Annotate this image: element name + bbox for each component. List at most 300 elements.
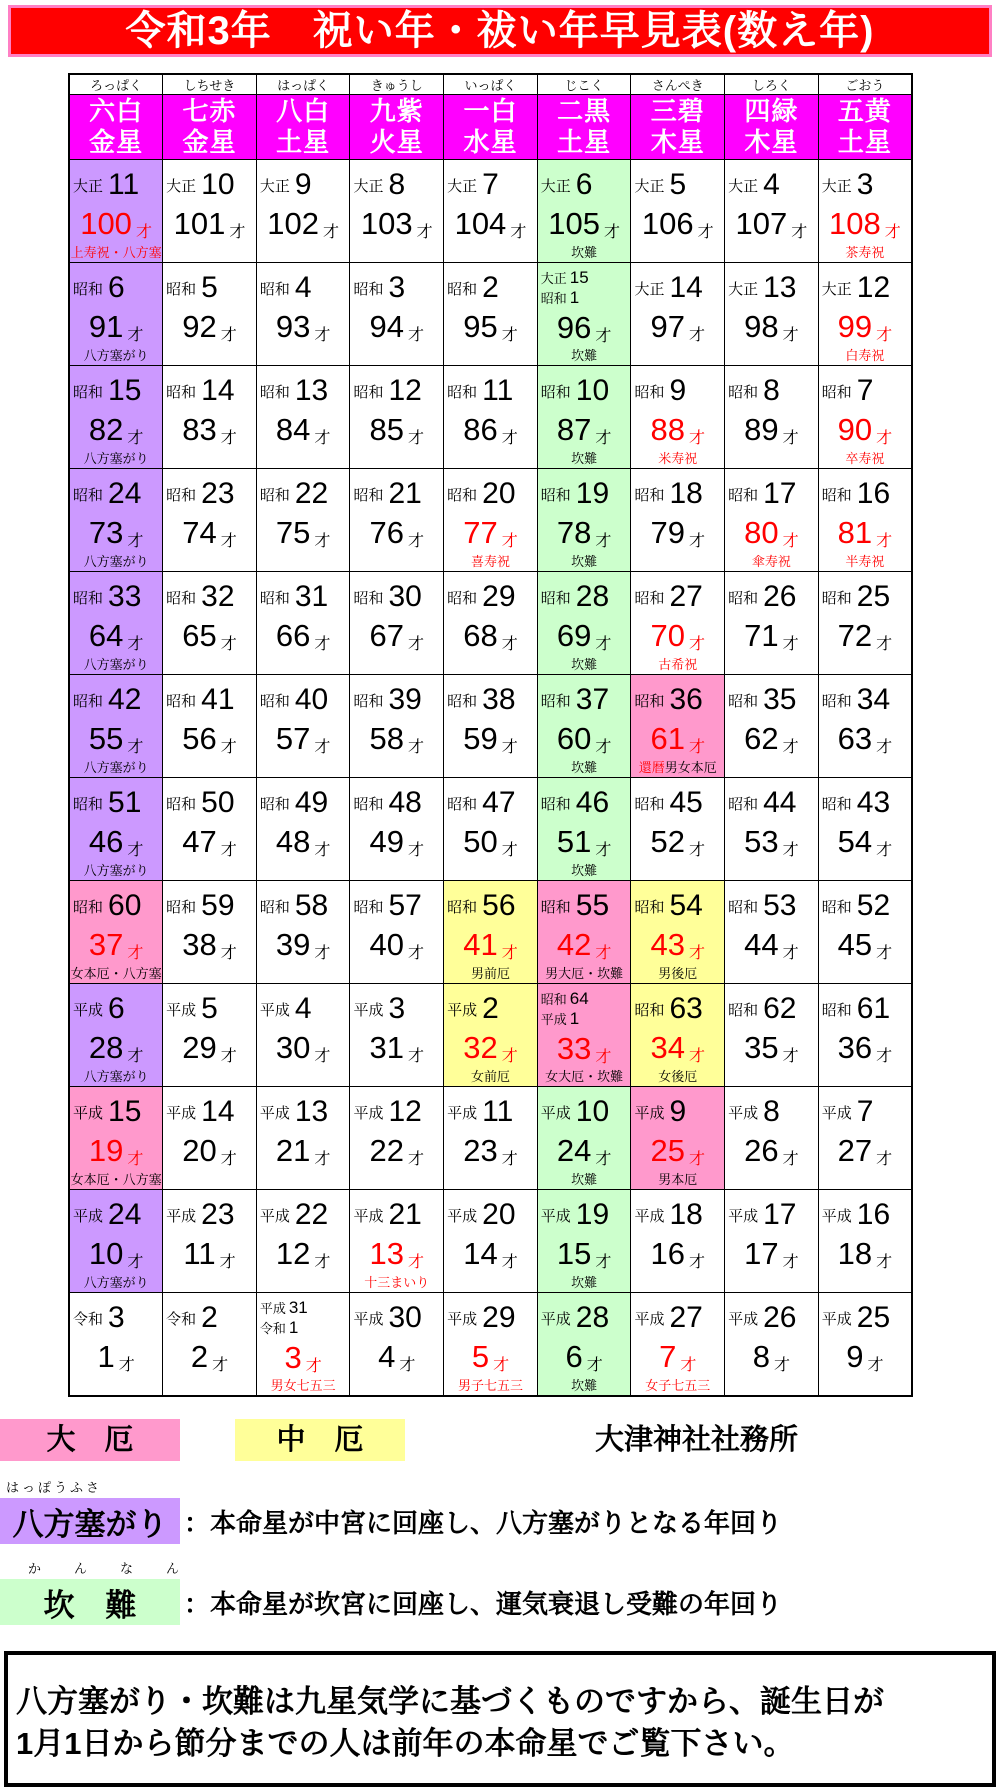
year-cell — [256, 1293, 350, 1397]
age-number: 91 — [88, 309, 124, 344]
age-suffix: 才 — [689, 327, 706, 344]
year-number: 17 — [763, 1198, 797, 1231]
age-number: 18 — [837, 1236, 873, 1271]
era-label: 平成 — [728, 1310, 759, 1328]
era-label: 昭和 — [540, 795, 571, 813]
year-cell — [350, 1190, 444, 1293]
age-suffix: 才 — [127, 1151, 144, 1168]
age-number: 16 — [650, 1236, 685, 1271]
year-cell — [537, 572, 631, 675]
era-label: 昭和 — [540, 486, 571, 504]
era-label: 平成 — [447, 1207, 478, 1225]
era-label: 大正 — [540, 271, 567, 286]
age-suffix: 才 — [127, 1254, 144, 1271]
age-suffix: 才 — [314, 842, 331, 859]
year-cell — [256, 778, 350, 881]
table-row — [69, 1087, 912, 1190]
cell-note: 白寿祝 — [845, 348, 885, 363]
era-label: 平成 — [259, 1001, 290, 1019]
year-number: 12 — [388, 374, 422, 407]
column-furigana: しちせき — [163, 74, 257, 95]
age-number: 54 — [837, 824, 873, 859]
age-number: 96 — [556, 310, 592, 345]
cell-note: 傘寿祝 — [751, 554, 791, 569]
age-number: 32 — [463, 1030, 498, 1065]
cell-note: 男前厄 — [470, 966, 510, 981]
era-label: 昭和 — [73, 486, 104, 504]
year-number: 36 — [669, 683, 703, 716]
age-number: 69 — [556, 618, 592, 653]
year-number: 2 — [201, 1301, 218, 1334]
age-number: 37 — [88, 927, 124, 962]
age-suffix: 才 — [127, 1048, 144, 1065]
age-suffix: 才 — [689, 1048, 706, 1065]
table-row — [69, 263, 912, 366]
age-number: 66 — [275, 618, 311, 653]
age-number: 81 — [837, 515, 873, 550]
chuyaku-legend-swatch: 中 厄 — [235, 1419, 405, 1461]
age-number: 15 — [556, 1236, 592, 1271]
cell-note: 坎難 — [571, 760, 598, 775]
age-suffix: 才 — [867, 1357, 884, 1374]
age-suffix: 才 — [408, 1254, 425, 1271]
daiyaku-legend-swatch: 大 厄 — [0, 1419, 180, 1461]
age-suffix: 才 — [782, 842, 799, 859]
cell-note: 八方塞がり — [83, 657, 149, 672]
year-cell — [725, 572, 819, 675]
year-cell — [725, 984, 819, 1087]
year-cell — [69, 984, 163, 1087]
age-number: 60 — [556, 721, 592, 756]
age-number: 77 — [463, 515, 498, 550]
age-suffix: 才 — [689, 430, 706, 447]
age-suffix: 才 — [408, 636, 425, 653]
age-number: 2 — [190, 1339, 209, 1374]
cell-note: 坎難 — [571, 657, 598, 672]
era-label: 昭和 — [821, 383, 852, 401]
era-label: 昭和 — [728, 589, 759, 607]
era-label: 平成 — [728, 1104, 759, 1122]
year-number: 9 — [294, 168, 312, 201]
year-cell — [256, 263, 350, 366]
year-cell — [537, 366, 631, 469]
year-cell — [256, 1190, 350, 1293]
age-number: 88 — [650, 412, 685, 447]
age-number: 31 — [369, 1030, 405, 1065]
table-row — [69, 675, 912, 778]
year-number: 24 — [108, 477, 142, 510]
year-number: 5 — [201, 992, 218, 1025]
year-number: 24 — [108, 1198, 142, 1231]
year-number: 7 — [856, 374, 874, 407]
year-number: 3 — [856, 168, 874, 201]
cell-note: 喜寿祝 — [470, 554, 510, 569]
age-suffix: 才 — [127, 533, 144, 550]
age-suffix: 才 — [501, 430, 518, 447]
year-number: 9 — [669, 374, 687, 407]
year-number: 57 — [388, 889, 422, 922]
age-suffix: 才 — [127, 739, 144, 756]
era-label: 昭和 — [166, 795, 197, 813]
age-suffix: 才 — [314, 945, 331, 962]
year-cell — [725, 881, 819, 984]
year-number: 64 — [569, 989, 589, 1008]
age-number: 19 — [88, 1133, 124, 1168]
age-suffix: 才 — [408, 1048, 425, 1065]
era-label: 昭和 — [259, 692, 290, 710]
year-cell — [163, 675, 257, 778]
year-number: 42 — [108, 683, 142, 716]
age-number: 58 — [369, 721, 405, 756]
year-cell — [163, 366, 257, 469]
age-suffix: 才 — [595, 636, 612, 653]
era-label: 大正 — [634, 280, 665, 298]
era-label: 昭和 — [447, 589, 478, 607]
age-number: 6 — [565, 1339, 583, 1374]
era-label: 昭和 — [166, 589, 197, 607]
year-cell — [444, 984, 538, 1087]
year-number: 29 — [482, 1301, 516, 1334]
year-number: 17 — [763, 477, 797, 510]
year-cell — [444, 366, 538, 469]
age-suffix: 才 — [603, 224, 620, 241]
era-label: 昭和 — [353, 795, 384, 813]
age-suffix: 才 — [212, 1357, 229, 1374]
era-label: 昭和 — [166, 692, 197, 710]
year-cell — [69, 572, 163, 675]
age-number: 76 — [369, 515, 405, 550]
column-furigana: しろく — [725, 74, 819, 95]
age-number: 51 — [556, 824, 592, 859]
age-suffix: 才 — [876, 945, 893, 962]
year-cell — [163, 1190, 257, 1293]
year-number: 21 — [388, 1198, 422, 1231]
age-suffix: 才 — [408, 327, 425, 344]
age-number: 107 — [735, 206, 788, 241]
era-label: 昭和 — [353, 383, 384, 401]
column-star-name: 七赤 金星 — [163, 95, 257, 160]
age-number: 87 — [556, 412, 592, 447]
year-number: 25 — [856, 1301, 891, 1334]
era-label: 平成 — [73, 1207, 104, 1225]
age-suffix: 才 — [408, 533, 425, 550]
age-number: 57 — [275, 721, 311, 756]
era-label: 令和 — [259, 1321, 286, 1336]
year-number: 53 — [763, 889, 797, 922]
table-row — [69, 366, 912, 469]
age-suffix: 才 — [127, 636, 144, 653]
age-number: 103 — [360, 206, 413, 241]
year-cell — [256, 160, 350, 263]
era-label: 平成 — [73, 1001, 104, 1019]
age-suffix: 才 — [876, 430, 893, 447]
cell-note: 坎難 — [571, 1172, 598, 1187]
era-label: 平成 — [634, 1310, 665, 1328]
year-number: 10 — [201, 168, 235, 201]
age-number: 90 — [837, 412, 873, 447]
era-label: 昭和 — [540, 692, 571, 710]
table-row — [69, 778, 912, 881]
year-cell — [818, 572, 912, 675]
year-cell — [256, 469, 350, 572]
age-number: 23 — [463, 1133, 498, 1168]
age-suffix: 才 — [408, 842, 425, 859]
column-star-name: 一白 水星 — [444, 95, 538, 160]
era-label: 平成 — [821, 1310, 852, 1328]
age-number: 22 — [369, 1133, 405, 1168]
era-label: 令和 — [166, 1310, 197, 1328]
year-number: 5 — [669, 168, 687, 201]
year-cell — [69, 1293, 163, 1397]
year-cell — [444, 778, 538, 881]
era-label: 昭和 — [728, 486, 759, 504]
year-number: 39 — [388, 683, 422, 716]
year-number: 41 — [201, 683, 235, 716]
era-label: 大正 — [728, 177, 759, 195]
year-cell — [350, 366, 444, 469]
year-number: 14 — [669, 271, 703, 304]
year-cell — [350, 881, 444, 984]
age-suffix: 才 — [501, 945, 518, 962]
era-label: 平成 — [634, 1104, 665, 1122]
age-suffix: 才 — [314, 1048, 331, 1065]
age-suffix: 才 — [595, 1049, 612, 1066]
year-cell — [69, 675, 163, 778]
year-cell — [444, 572, 538, 675]
age-suffix: 才 — [305, 1358, 322, 1375]
year-number: 13 — [294, 1095, 329, 1128]
year-cell — [163, 263, 257, 366]
age-suffix: 才 — [876, 1151, 893, 1168]
year-cell — [818, 1087, 912, 1190]
era-label: 平成 — [634, 1207, 665, 1225]
age-number: 75 — [275, 515, 311, 550]
age-suffix: 才 — [135, 224, 152, 241]
era-label: 昭和 — [259, 898, 290, 916]
legend-row — [0, 1419, 1000, 1461]
age-number: 47 — [182, 824, 217, 859]
year-number: 58 — [294, 889, 329, 922]
year-number: 4 — [294, 271, 312, 304]
age-number: 95 — [463, 309, 498, 344]
column-star-name: 三碧 木星 — [631, 95, 725, 160]
year-cell — [725, 366, 819, 469]
year-number: 63 — [669, 992, 703, 1025]
year-number: 26 — [763, 580, 797, 613]
year-number: 29 — [482, 580, 516, 613]
age-suffix: 才 — [493, 1357, 510, 1374]
era-label: 平成 — [166, 1104, 197, 1122]
year-number: 16 — [856, 477, 891, 510]
column-star-name: 二黒 土星 — [537, 95, 631, 160]
year-number: 20 — [482, 1198, 516, 1231]
age-number: 5 — [471, 1339, 490, 1374]
year-cell — [725, 263, 819, 366]
age-suffix: 才 — [595, 533, 612, 550]
era-label: 昭和 — [821, 486, 852, 504]
year-number: 11 — [482, 374, 514, 407]
age-number: 26 — [744, 1133, 779, 1168]
year-cell — [537, 469, 631, 572]
year-cell — [444, 160, 538, 263]
era-label: 昭和 — [634, 898, 665, 916]
age-number: 82 — [88, 412, 124, 447]
year-number: 22 — [294, 1198, 329, 1231]
era-label: 昭和 — [821, 692, 852, 710]
age-suffix: 才 — [127, 327, 144, 344]
year-cell — [163, 469, 257, 572]
cell-note: 八方塞がり — [83, 451, 149, 466]
cell-note: 還暦男女本厄 — [638, 760, 717, 775]
age-number: 12 — [275, 1236, 311, 1271]
age-number: 59 — [463, 721, 498, 756]
table-row — [69, 1293, 912, 1397]
age-number: 108 — [829, 206, 881, 241]
era-label: 昭和 — [73, 280, 104, 298]
era-label: 昭和 — [259, 795, 290, 813]
age-number: 24 — [556, 1133, 592, 1168]
era-label: 昭和 — [166, 486, 197, 504]
age-number: 45 — [837, 927, 873, 962]
column-star-name: 四緑 木星 — [725, 95, 819, 160]
year-cell — [631, 1293, 725, 1397]
era-label: 昭和 — [634, 383, 665, 401]
era-label: 昭和 — [728, 898, 759, 916]
age-suffix: 才 — [220, 327, 237, 344]
age-suffix: 才 — [220, 739, 237, 756]
year-number: 6 — [575, 168, 593, 201]
year-cell — [631, 984, 725, 1087]
era-label: 昭和 — [821, 898, 852, 916]
age-number: 85 — [369, 412, 405, 447]
era-label: 昭和 — [634, 795, 665, 813]
era-label: 昭和 — [728, 692, 759, 710]
year-cell — [725, 469, 819, 572]
year-number: 1 — [569, 288, 580, 307]
year-number: 52 — [856, 889, 891, 922]
age-suffix: 才 — [220, 1048, 237, 1065]
era-label: 平成 — [447, 1001, 478, 1019]
year-cell — [444, 1190, 538, 1293]
era-label: 昭和 — [259, 383, 290, 401]
cell-note: 男子七五三 — [457, 1378, 523, 1393]
year-number: 51 — [108, 786, 142, 819]
age-suffix: 才 — [876, 327, 893, 344]
year-cell — [818, 366, 912, 469]
cell-note: 米寿祝 — [658, 451, 698, 466]
year-cell — [537, 881, 631, 984]
age-suffix: 才 — [689, 1151, 706, 1168]
age-suffix: 才 — [876, 1254, 893, 1271]
age-number: 44 — [744, 927, 779, 962]
age-number: 35 — [744, 1030, 779, 1065]
era-label: 昭和 — [447, 795, 478, 813]
age-number: 72 — [837, 618, 873, 653]
year-number: 15 — [569, 268, 589, 287]
happo-description: ：本命星が中宮に回座し、八方塞がりとなる年回り — [184, 1507, 783, 1538]
age-suffix: 才 — [595, 739, 612, 756]
era-label: 昭和 — [540, 898, 571, 916]
happo-furigana: はっぽうふさ — [6, 1480, 103, 1495]
year-cell — [631, 675, 725, 778]
age-suffix: 才 — [501, 842, 518, 859]
year-cell — [444, 263, 538, 366]
age-suffix: 才 — [791, 224, 808, 241]
year-cell — [725, 778, 819, 881]
year-cell — [631, 778, 725, 881]
age-number: 25 — [650, 1133, 685, 1168]
year-number: 32 — [201, 580, 235, 613]
era-label: 昭和 — [634, 1001, 665, 1019]
year-cell — [818, 1190, 912, 1293]
column-furigana: いっぱく — [444, 74, 538, 95]
year-number: 18 — [669, 477, 703, 510]
year-number: 27 — [669, 1301, 703, 1334]
age-number: 89 — [744, 412, 779, 447]
year-cell — [818, 984, 912, 1087]
year-cell — [256, 881, 350, 984]
year-number: 45 — [669, 786, 703, 819]
cell-note: 男後厄 — [658, 966, 698, 981]
age-number: 98 — [744, 309, 779, 344]
year-number: 59 — [201, 889, 235, 922]
year-number: 20 — [482, 477, 516, 510]
column-star-name: 五黄 土星 — [818, 95, 912, 160]
year-cell — [350, 572, 444, 675]
era-label: 昭和 — [73, 795, 104, 813]
age-number: 62 — [744, 721, 779, 756]
kannan-furigana: か ん な ん — [28, 1561, 190, 1576]
column-star-name: 六白 金星 — [69, 95, 163, 160]
year-number: 4 — [763, 168, 780, 201]
year-cell — [163, 1087, 257, 1190]
year-cell — [631, 366, 725, 469]
year-number: 54 — [669, 889, 703, 922]
age-number: 10 — [88, 1236, 124, 1271]
age-number: 8 — [752, 1339, 771, 1374]
age-suffix: 才 — [314, 636, 331, 653]
year-number: 8 — [763, 374, 780, 407]
age-table — [68, 73, 913, 1397]
era-label: 昭和 — [447, 486, 478, 504]
table-row — [69, 469, 912, 572]
year-cell — [631, 263, 725, 366]
age-suffix: 才 — [501, 1048, 518, 1065]
cell-note: 八方塞がり — [83, 348, 149, 363]
year-cell — [69, 1087, 163, 1190]
age-number: 94 — [369, 309, 405, 344]
year-number: 3 — [388, 992, 406, 1025]
year-number: 15 — [108, 374, 142, 407]
year-number: 47 — [482, 786, 516, 819]
age-number: 43 — [650, 927, 685, 962]
age-number: 48 — [275, 824, 311, 859]
era-label: 平成 — [447, 1310, 478, 1328]
year-number: 2 — [482, 992, 499, 1025]
cell-note: 坎難 — [571, 451, 598, 466]
cell-note: 女子七五三 — [645, 1378, 711, 1393]
table-row — [69, 160, 912, 263]
star-header-row — [69, 95, 912, 160]
age-number: 99 — [837, 309, 873, 344]
table-row — [69, 881, 912, 984]
era-label: 平成 — [166, 1207, 197, 1225]
year-number: 11 — [108, 168, 140, 201]
age-suffix: 才 — [220, 636, 237, 653]
shrine-name: 大津神社社務所 — [595, 1424, 799, 1456]
age-suffix: 才 — [416, 224, 433, 241]
year-cell — [350, 469, 444, 572]
